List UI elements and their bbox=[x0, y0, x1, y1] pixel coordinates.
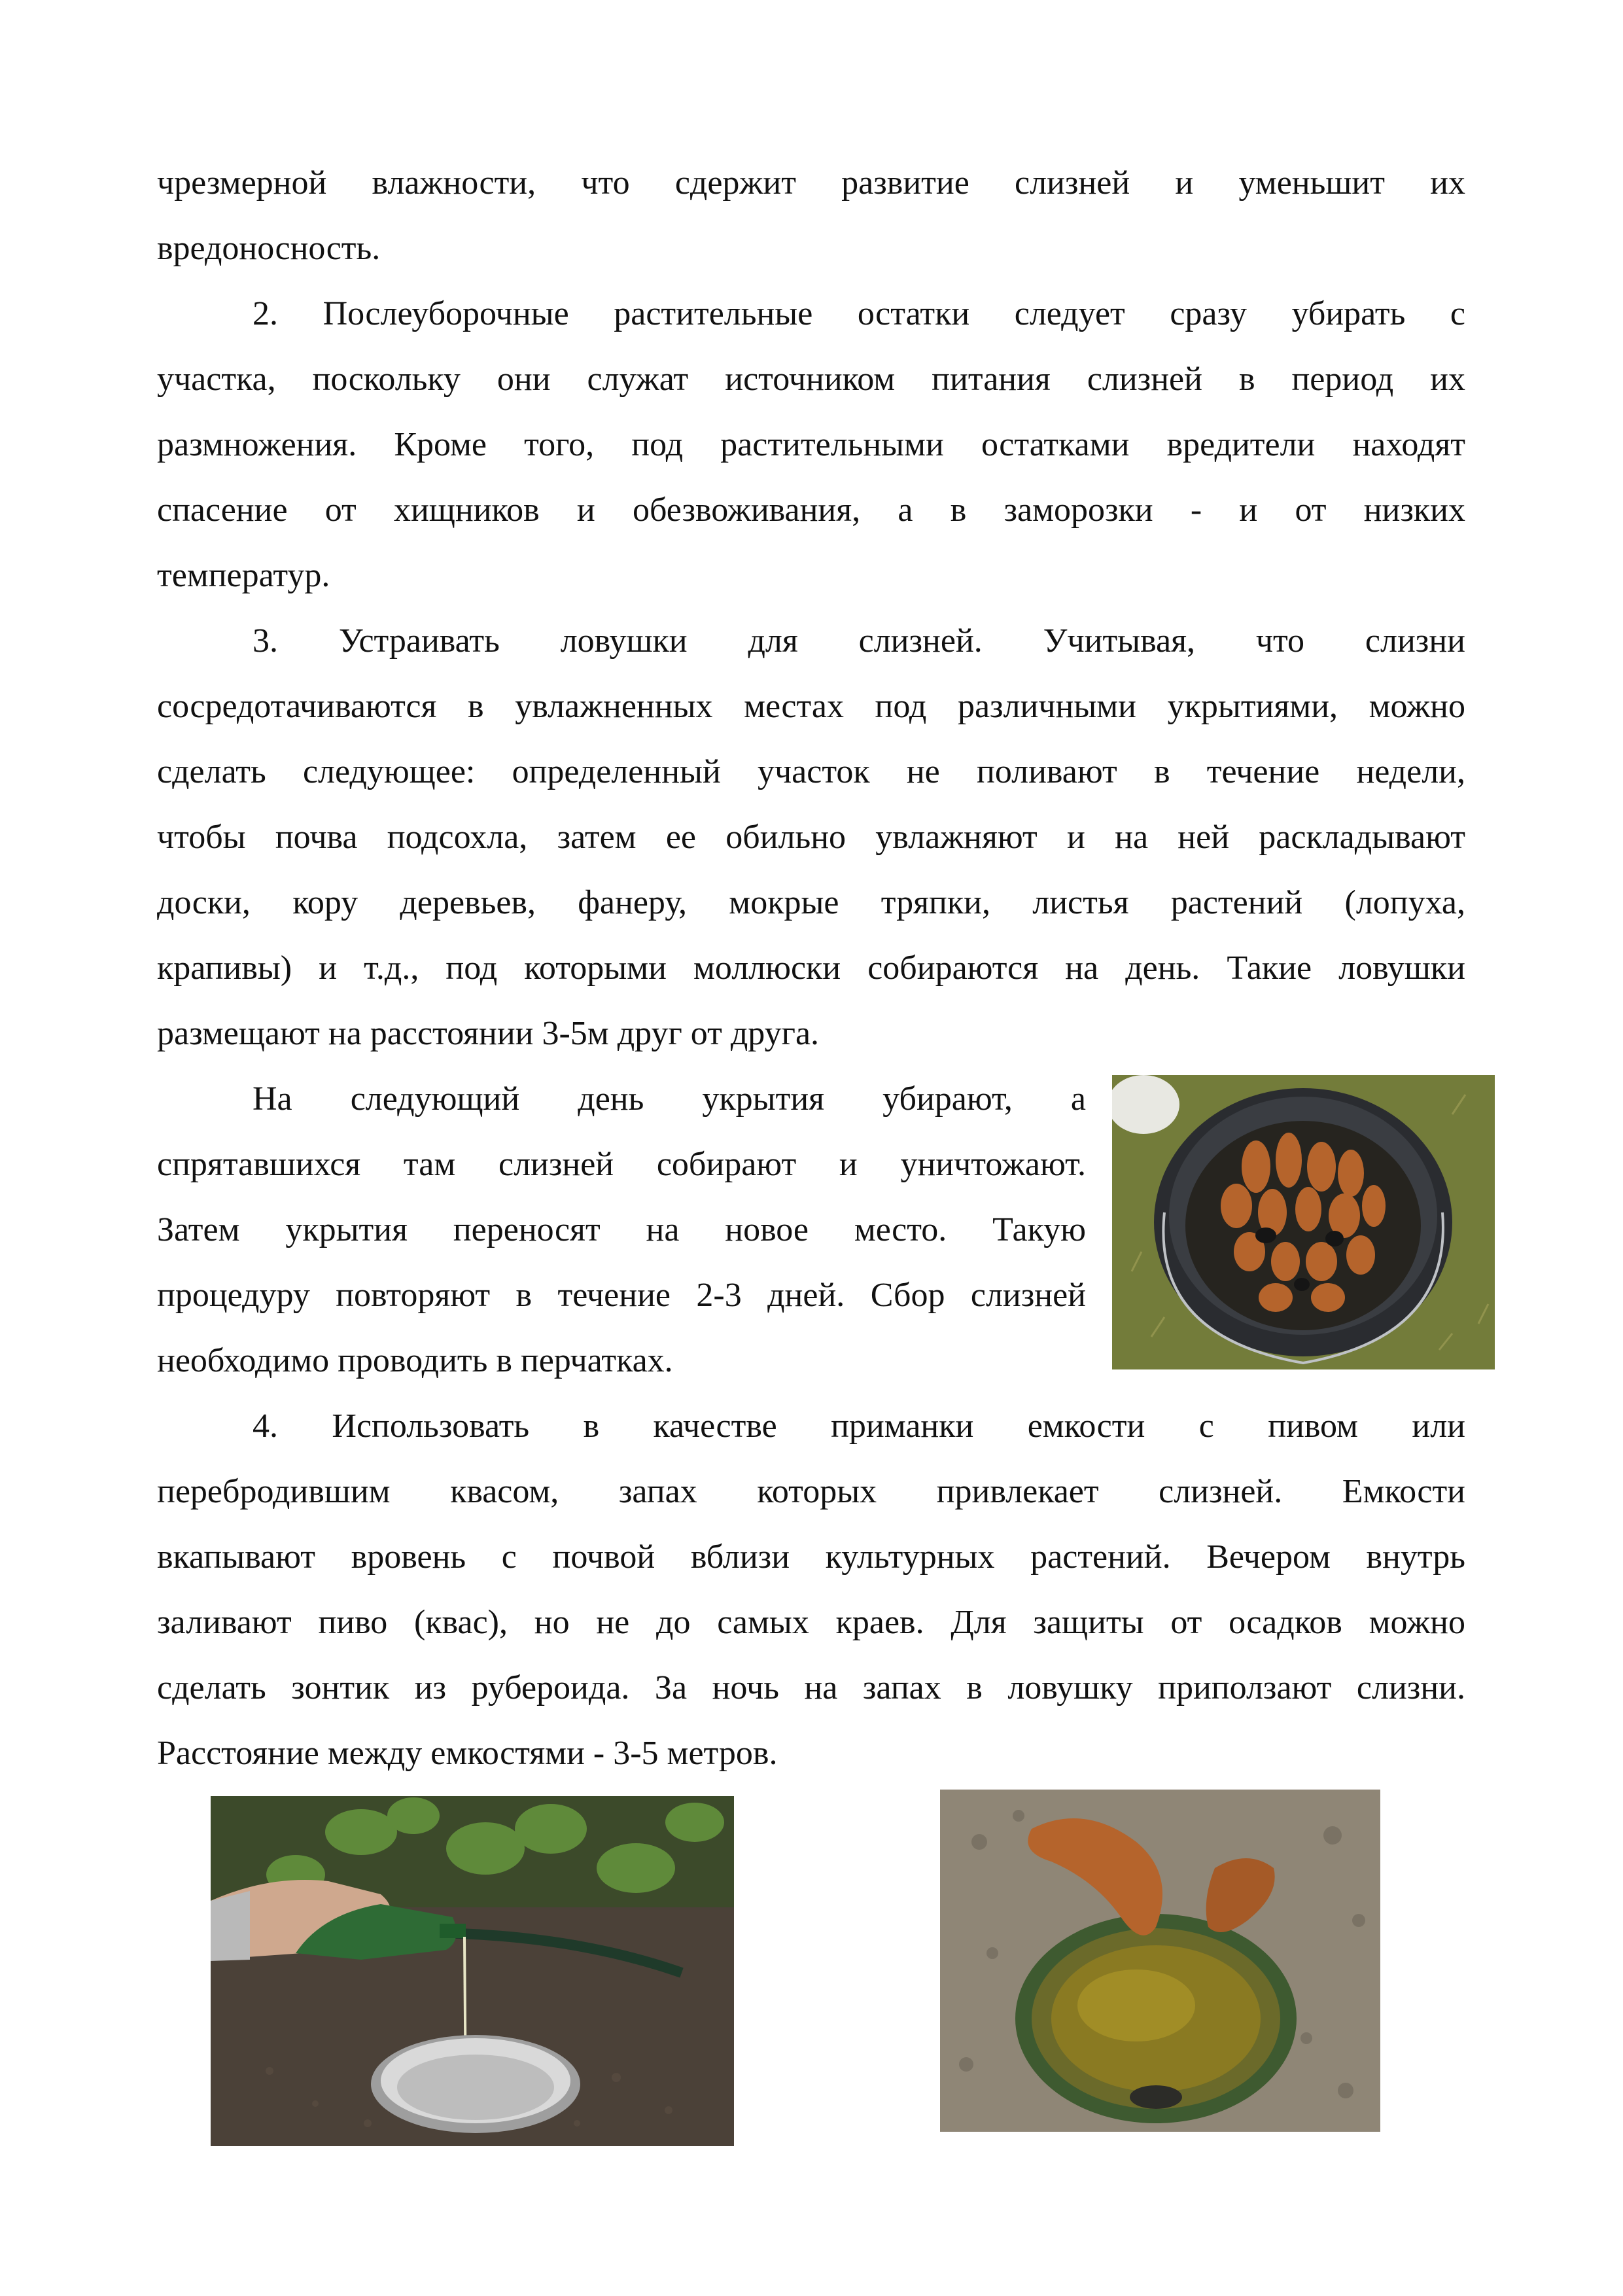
text-line: процедуру повторяют в течение 2-3 дней. Сбор слизней bbox=[157, 1277, 1086, 1314]
slugs-in-beer-trap-photo bbox=[940, 1790, 1380, 2132]
text-line: чрезмерной влажности, что сдержит развитие слизней и уменьшит их bbox=[157, 164, 1465, 202]
paragraph-continuation bbox=[157, 150, 1465, 281]
text-line: чтобы почва подсохла, затем ее обильно увлажняют и на ней раскладывают bbox=[157, 819, 1465, 856]
text-line: Расстояние между емкостями - 3-5 метров. bbox=[157, 1735, 778, 1772]
text-line: необходимо проводить в перчатках. bbox=[157, 1342, 673, 1379]
paragraph-4 bbox=[157, 1394, 1465, 1786]
text-line: перебродившим квасом, запах которых привлекает слизней. Емкости bbox=[157, 1473, 1465, 1510]
text-line: 4. Использовать в качестве приманки емкости с пивом или bbox=[253, 1407, 1465, 1445]
text-line: доски, кору деревьев, фанеру, мокрые тряпки, листья растений (лопуха, bbox=[157, 884, 1465, 921]
paragraph-3b bbox=[157, 1067, 1086, 1394]
text-line: размножения. Кроме того, под растительными остатками вредители находят bbox=[157, 426, 1465, 463]
pouring-beer-trap-photo bbox=[211, 1796, 734, 2146]
text-line: сделать зонтик из рубероида. За ночь на запах в ловушку приползают слизни. bbox=[157, 1669, 1465, 1706]
text-line: спрятавшихся там слизней собирают и уничтожают. bbox=[157, 1146, 1086, 1183]
text-line: 3. Устраивать ловушки для слизней. Учитывая, что слизни bbox=[253, 622, 1465, 660]
bucket-of-slugs-photo bbox=[1112, 1075, 1495, 1369]
text-line: вкапывают вровень с почвой вблизи культурных растений. Вечером внутрь bbox=[157, 1538, 1465, 1576]
text-line: На следующий день укрытия убирают, а bbox=[253, 1080, 1086, 1118]
text-line: температур. bbox=[157, 557, 330, 594]
text-line: заливают пиво (квас), но не до самых краев. Для защиты от осадков можно bbox=[157, 1604, 1465, 1641]
text-line: размещают на расстоянии 3-5м друг от друга. bbox=[157, 1015, 820, 1052]
text-line: спасение от хищников и обезвоживания, а в заморозки - и от низких bbox=[157, 491, 1465, 529]
text-line: крапивы) и т.д., под которыми моллюски собираются на день. Такие ловушки bbox=[157, 949, 1465, 987]
paragraph-2 bbox=[157, 281, 1465, 609]
text-line: участка, поскольку они служат источником питания слизней в период их bbox=[157, 361, 1465, 398]
text-line: 2. Послеуборочные растительные остатки следует сразу убирать с bbox=[253, 295, 1465, 332]
text-line: Затем укрытия переносят на новое место. Такую bbox=[157, 1211, 1086, 1248]
text-line: сделать следующее: определенный участок не поливают в течение недели, bbox=[157, 753, 1465, 790]
text-line: вредоносность. bbox=[157, 230, 381, 267]
paragraph-3 bbox=[157, 609, 1465, 1067]
text-line: сосредотачиваются в увлажненных местах под различными укрытиями, можно bbox=[157, 688, 1465, 725]
